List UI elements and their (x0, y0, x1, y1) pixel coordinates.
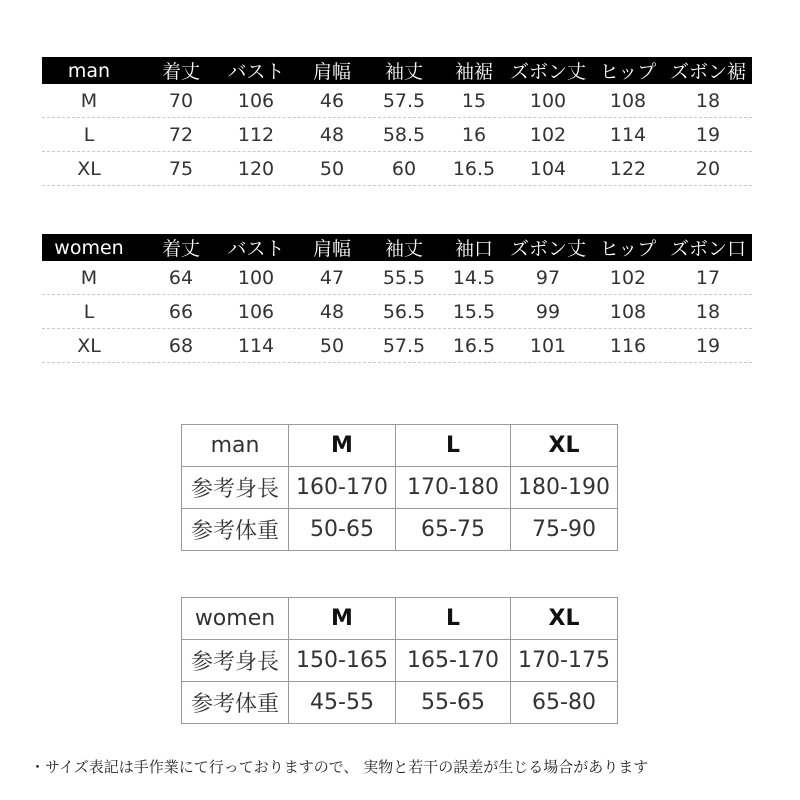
header-cell: ズボン口 (669, 238, 746, 260)
table-cell: 45-55 (289, 682, 396, 724)
table-row (182, 640, 618, 682)
table-cell: 114 (237, 334, 275, 357)
table-cell: 68 (168, 334, 194, 357)
table-cell: 16.5 (452, 334, 496, 357)
women-reference-table (181, 597, 618, 724)
table-cell: 50 (319, 157, 345, 180)
header-cell: women (54, 236, 124, 259)
table-row (42, 152, 752, 186)
table-cell: 101 (529, 334, 567, 357)
table-cell: 18 (695, 89, 721, 112)
table-cell: 15 (461, 89, 487, 112)
table-cell: 170-180 (396, 467, 511, 509)
table-cell: 57.5 (382, 89, 426, 112)
table-row (182, 509, 618, 551)
size-label: M (80, 89, 98, 112)
table-cell: 70 (168, 89, 194, 112)
table-cell: 97 (535, 266, 561, 289)
footnote: ・サイズ表記は手作業にて行っておりますので、 実物と若干の誤差が生じる場合があります (30, 758, 649, 776)
table-row (42, 295, 752, 329)
table-cell: 112 (237, 123, 275, 146)
table-cell: 65-80 (511, 682, 618, 724)
row-label: 参考身長 (182, 467, 289, 509)
header-cell: 袖口 (454, 238, 493, 260)
size-label: M (80, 266, 98, 289)
table-cell: 20 (695, 157, 721, 180)
women-size-chart (42, 234, 752, 363)
size-label: L (396, 425, 511, 467)
table-cell: 56.5 (382, 300, 426, 323)
size-label: XL (511, 425, 618, 467)
table-row (42, 261, 752, 295)
header-cell: 肩幅 (312, 238, 351, 260)
table-cell: 50-65 (289, 509, 396, 551)
table-cell: 46 (319, 89, 345, 112)
header-cell: 袖丈 (384, 61, 423, 83)
header-cell: 袖裾 (454, 61, 493, 83)
table-cell: 102 (609, 266, 647, 289)
header-cell: ヒップ (599, 238, 657, 260)
size-label: L (83, 300, 95, 323)
table-cell: 60 (391, 157, 417, 180)
size-label: L (83, 123, 95, 146)
row-label: 参考身長 (182, 640, 289, 682)
header-cell: 着丈 (161, 238, 200, 260)
table-cell: 100 (237, 266, 275, 289)
table-cell: 18 (695, 300, 721, 323)
header-cell: ヒップ (599, 61, 657, 83)
table-row (182, 682, 618, 724)
table-cell: 122 (609, 157, 647, 180)
table-cell: 116 (609, 334, 647, 357)
header-cell: ズボン裾 (669, 61, 746, 83)
table-cell: 75 (168, 157, 194, 180)
table-cell: 99 (535, 300, 561, 323)
table-cell: 55.5 (382, 266, 426, 289)
table-cell: 48 (319, 300, 345, 323)
man-size-chart (42, 57, 752, 186)
size-label: M (289, 598, 396, 640)
man-reference-table (181, 424, 618, 551)
table-row (42, 329, 752, 363)
table-cell: 170-175 (511, 640, 618, 682)
table-cell: 47 (319, 266, 345, 289)
header-cell: 袖丈 (384, 238, 423, 260)
size-label: XL (77, 334, 101, 357)
table-cell: 16.5 (452, 157, 496, 180)
table-cell: 108 (609, 300, 647, 323)
header-cell: バスト (227, 238, 285, 260)
gender-label: women (182, 598, 289, 640)
women-size-chart-header (42, 234, 752, 261)
table-cell: 50 (319, 334, 345, 357)
header-cell: man (67, 59, 111, 82)
table-cell: 114 (609, 123, 647, 146)
table-cell: 58.5 (382, 123, 426, 146)
table-cell: 106 (237, 89, 275, 112)
gender-label: man (182, 425, 289, 467)
table-cell: 165-170 (396, 640, 511, 682)
table-cell: 106 (237, 300, 275, 323)
header-cell: ズボン丈 (509, 61, 586, 83)
table-cell: 14.5 (452, 266, 496, 289)
table-cell: 108 (609, 89, 647, 112)
size-label: L (396, 598, 511, 640)
man-size-chart-header (42, 57, 752, 84)
row-label: 参考体重 (182, 682, 289, 724)
header-cell: バスト (227, 61, 285, 83)
table-cell: 72 (168, 123, 194, 146)
header-cell: 着丈 (161, 61, 200, 83)
table-row (42, 84, 752, 118)
table-cell: 75-90 (511, 509, 618, 551)
table-cell: 160-170 (289, 467, 396, 509)
table-cell: 66 (168, 300, 194, 323)
table-cell: 120 (237, 157, 275, 180)
table-cell: 104 (529, 157, 567, 180)
row-label: 参考体重 (182, 509, 289, 551)
table-cell: 48 (319, 123, 345, 146)
table-header-row (182, 598, 618, 640)
table-cell: 65-75 (396, 509, 511, 551)
size-label: XL (511, 598, 618, 640)
table-row (182, 467, 618, 509)
header-cell: ズボン丈 (509, 238, 586, 260)
table-cell: 102 (529, 123, 567, 146)
table-cell: 55-65 (396, 682, 511, 724)
table-cell: 15.5 (452, 300, 496, 323)
table-row (42, 118, 752, 152)
table-cell: 180-190 (511, 467, 618, 509)
table-cell: 64 (168, 266, 194, 289)
header-cell: 肩幅 (312, 61, 351, 83)
table-cell: 16 (461, 123, 487, 146)
size-label: M (289, 425, 396, 467)
table-cell: 19 (695, 334, 721, 357)
table-cell: 57.5 (382, 334, 426, 357)
table-header-row (182, 425, 618, 467)
size-label: XL (77, 157, 101, 180)
table-cell: 100 (529, 89, 567, 112)
table-cell: 150-165 (289, 640, 396, 682)
table-cell: 19 (695, 123, 721, 146)
table-cell: 17 (695, 266, 721, 289)
